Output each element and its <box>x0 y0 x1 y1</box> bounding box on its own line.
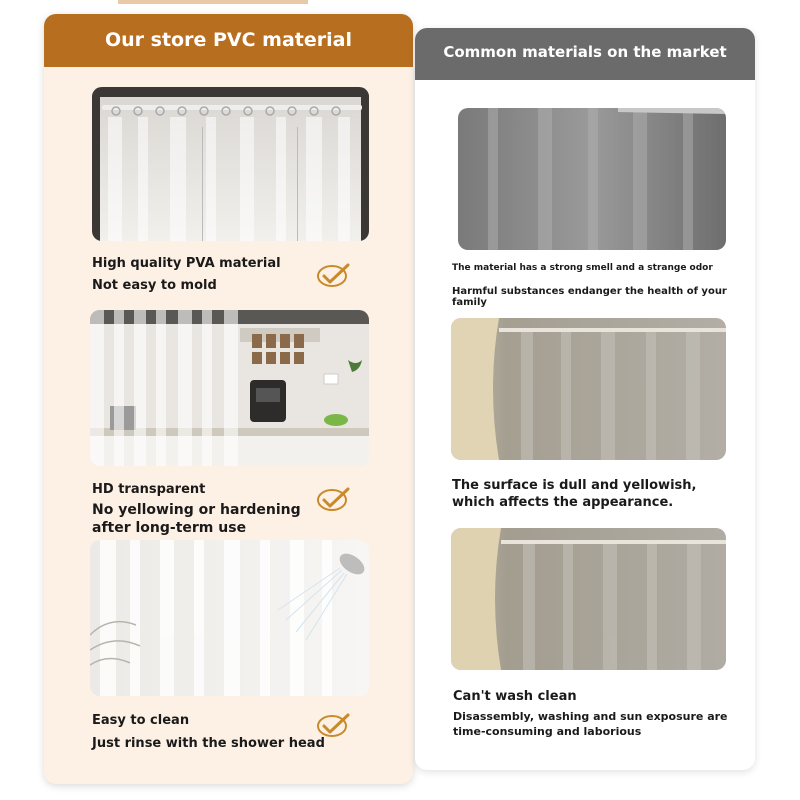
market-item-2-title: The surface is dull and yellowish, which affects the appearance. <box>452 478 697 510</box>
check-icon <box>316 486 352 512</box>
market-materials-header: Common materials on the market <box>415 28 755 80</box>
market-materials-panel <box>415 28 755 770</box>
store-item-3-subtitle: Just rinse with the shower head <box>92 736 325 751</box>
store-pvc-panel <box>44 14 413 784</box>
gray-curtain-photo <box>458 108 726 250</box>
market-item-1-title: The material has a strong smell and a strange odor <box>452 263 713 273</box>
store-item-3-title: Easy to clean <box>92 713 190 728</box>
store-item-2-subtitle: No yellowing or hardening after long-term use <box>92 502 301 536</box>
yellowish-curtain-photo <box>451 318 726 460</box>
store-item-1-subtitle: Not easy to mold <box>92 278 217 293</box>
check-icon <box>316 262 352 288</box>
market-item-1-subtitle: Harmful substances endanger the health of your family <box>452 286 727 308</box>
store-pvc-header: Our store PVC material <box>44 14 413 67</box>
store-item-2-title: HD transparent <box>92 482 206 497</box>
clear-curtain-rod-photo <box>92 87 369 241</box>
top-accent-bar <box>118 0 308 4</box>
kitchen-transparent-curtain-photo <box>90 310 369 466</box>
store-item-1-title: High quality PVA material <box>92 256 281 271</box>
market-item-3-title: Can't wash clean <box>453 689 577 704</box>
market-item-3-subtitle: Disassembly, washing and sun exposure are time-consuming and laborious <box>453 710 728 738</box>
dirty-curtain-photo <box>451 528 726 670</box>
shower-rinse-photo <box>90 540 369 696</box>
check-icon <box>316 712 352 738</box>
